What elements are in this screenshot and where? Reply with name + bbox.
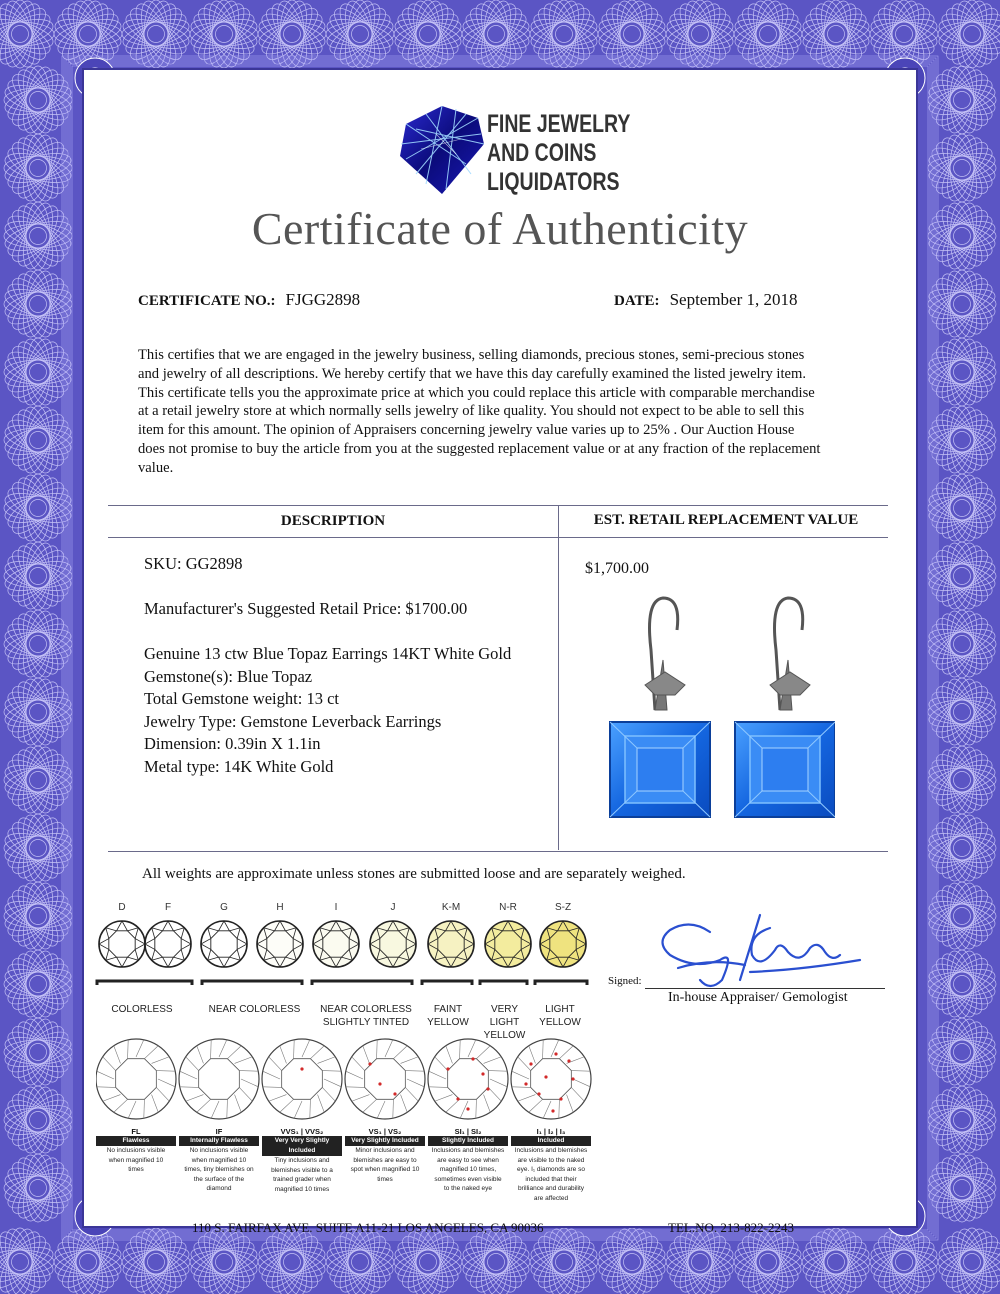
clarity-description-line: eye. I₁ diamonds are so	[517, 1166, 585, 1173]
detail-line: Metal type: 14K White Gold	[144, 756, 334, 776]
color-grade-category	[422, 1003, 474, 1029]
clarity-code: I₁ | I₂ | I₃	[536, 1127, 566, 1136]
clarity-description-line: are visible to the naked	[517, 1156, 585, 1164]
category-line-1: LIGHT	[545, 1004, 575, 1015]
signature-image	[650, 910, 870, 990]
footer-phone: TEL.NO. 213-822-2243	[668, 1220, 795, 1235]
clarity-code: VVS₁ | VVS₂	[280, 1127, 324, 1136]
clarity-grade-diamond	[96, 1039, 176, 1119]
signed-label: Signed:	[608, 975, 642, 987]
table-header-rule	[108, 537, 888, 538]
color-grade-letter: G	[220, 902, 228, 913]
clarity-description-line: sometimes even visible	[434, 1175, 502, 1183]
clarity-description-line: spot when magnified 10	[350, 1166, 420, 1173]
category-line-1: NEAR COLORLESS	[208, 1004, 301, 1015]
clarity-description	[179, 1146, 259, 1194]
category-line-1: VERY LIGHT	[489, 1004, 520, 1028]
color-grade-letter: N-R	[499, 902, 517, 913]
date-value: September 1, 2018	[669, 290, 798, 309]
clarity-grade-diamond	[511, 1039, 591, 1119]
clarity-name: Very Slightly Included	[345, 1136, 425, 1146]
category-line-1: COLORLESS	[111, 1004, 173, 1015]
clarity-grade-column	[96, 1127, 176, 1175]
category-line-2: SLIGHTLY TINTED	[322, 1017, 410, 1028]
clarity-code: VS₁ | VS₂	[368, 1127, 402, 1136]
clarity-description-line: Inclusions and blemishes	[514, 1147, 588, 1154]
color-grade-letter: S-Z	[554, 902, 572, 913]
logo-text	[487, 110, 630, 197]
color-grade-diamond	[201, 921, 247, 967]
clarity-grade-column	[428, 1127, 508, 1194]
color-grade-letter: F	[164, 902, 172, 913]
clarity-name: Internally Flawless	[179, 1136, 259, 1146]
table-top-rule	[108, 505, 888, 506]
clarity-description-line: No inclusions visible	[189, 1147, 249, 1154]
appraiser-title: In-house Appraiser/ Gemologist	[668, 990, 848, 1005]
intro-line: item for this amount. The opinion of Appraisers concerning jewelry value varies up to 25% . Our Auction House	[138, 422, 795, 439]
clarity-description-line: to the naked eye	[443, 1185, 493, 1192]
clarity-description-line: blemishes visible to a	[271, 1166, 333, 1174]
detail-line: Jewelry Type: Gemstone Leverback Earrings	[144, 711, 442, 731]
color-grade-category	[197, 1003, 312, 1016]
intro-line: This certificate tells you the approximate price at which you could replace this article with comparable merchandise	[138, 384, 815, 401]
color-grade-diamonds	[92, 918, 592, 970]
clarity-grade-diamond	[428, 1039, 508, 1119]
clarity-grade-table	[96, 1127, 596, 1217]
table-bottom-rule	[108, 851, 888, 852]
clarity-description-line: times, tiny blemishes on	[184, 1166, 254, 1173]
detail-line: Total Gemstone weight: 13 ct	[144, 689, 339, 708]
sku: SKU: GG2898	[144, 554, 243, 573]
msrp: Manufacturer's Suggested Retail Price: $1700.00	[144, 599, 468, 618]
clarity-grade-column	[262, 1127, 342, 1194]
clarity-code: SI₁ | SI₂	[454, 1127, 482, 1136]
clarity-description-line: magnified 10 times,	[439, 1166, 497, 1173]
certificate-number-value: FJGG2898	[285, 290, 361, 309]
clarity-description-line: magnified 10 times	[274, 1185, 330, 1193]
clarity-description-line: are affected	[533, 1194, 569, 1202]
weights-note: All weights are approximate unless stones are submitted loose and are separately weighed.	[142, 866, 686, 882]
clarity-description	[96, 1146, 176, 1175]
clarity-name: Slightly Included	[428, 1136, 508, 1146]
clarity-grade-diamond	[179, 1039, 259, 1119]
clarity-name: Flawless	[96, 1136, 176, 1146]
intro-line: at a retail jewelry store at which normally sells jewelry of like quality. You should not expect to be able to sell this	[138, 403, 805, 420]
clarity-description-line: times	[128, 1166, 144, 1173]
logo-line-3: LIQUIDATORS	[487, 168, 620, 196]
color-grade-category	[92, 1003, 192, 1016]
replacement-value: $1,700.00	[585, 560, 649, 577]
color-grade-letter: I	[334, 902, 338, 913]
category-line-1: FAINT	[433, 1004, 463, 1015]
color-grade-letter: J	[390, 902, 396, 913]
color-grade-letter: H	[276, 902, 284, 913]
gem-logo-icon	[396, 104, 488, 196]
value-header: EST. RETAIL REPLACEMENT VALUE	[593, 512, 859, 528]
color-grade-diamond	[485, 921, 531, 967]
color-grade-brackets	[92, 975, 592, 995]
item-details	[144, 643, 511, 778]
clarity-code: FL	[131, 1127, 141, 1136]
color-grade-categories	[92, 1003, 592, 1041]
clarity-grade-diamond	[345, 1039, 425, 1119]
clarity-name: Very Very Slightly Included	[262, 1136, 342, 1156]
color-grade-diamond	[428, 921, 474, 967]
footer-address: 110 S. FAIRFAX AVE. SUITE A11-21 LOS ANGELES, CA 90036	[192, 1220, 544, 1235]
clarity-description-line: trained grader when	[273, 1176, 331, 1183]
color-grade-diamond	[540, 921, 586, 967]
certification-paragraph	[138, 346, 878, 478]
detail-line: Genuine 13 ctw Blue Topaz Earrings 14KT White Gold	[144, 644, 512, 663]
clarity-description	[511, 1146, 591, 1203]
clarity-description	[428, 1146, 508, 1194]
clarity-description-line: No inclusions visible	[106, 1147, 166, 1154]
clarity-description-line: diamond	[206, 1185, 232, 1192]
color-grade-category	[310, 1003, 422, 1029]
color-grade-category	[532, 1003, 588, 1029]
intro-line: This certifies that we are engaged in the jewelry business, selling diamonds, precious stones, semi-precious stones	[138, 347, 805, 363]
clarity-description-line: blemishes are easy to	[353, 1156, 417, 1164]
category-line-2: YELLOW	[539, 1017, 581, 1028]
clarity-description-line: Tiny inclusions and	[274, 1157, 330, 1164]
color-grade-letter: D	[118, 902, 126, 913]
clarity-description-line: when magnified 10	[191, 1156, 247, 1164]
date-label: DATE:	[614, 293, 660, 309]
color-grade-diamond	[257, 921, 303, 967]
certificate-date	[614, 290, 798, 310]
color-grade-letters	[95, 902, 595, 916]
category-line-1: NEAR COLORLESS	[320, 1004, 412, 1015]
earrings-image	[605, 590, 835, 825]
clarity-name: Included	[511, 1136, 591, 1146]
clarity-description	[345, 1146, 425, 1184]
clarity-grade-column	[179, 1127, 259, 1194]
clarity-grade-diamonds	[96, 1035, 596, 1125]
clarity-description-line: Minor inclusions and	[355, 1147, 415, 1154]
clarity-description-line: brilliance and durability	[517, 1185, 585, 1192]
category-line-2: YELLOW	[427, 1017, 469, 1028]
clarity-code: IF	[215, 1127, 223, 1136]
clarity-description-line: the surface of the	[193, 1175, 245, 1183]
description-header: DESCRIPTION	[280, 513, 386, 529]
certificate-number	[138, 290, 360, 310]
certificate-number-label: CERTIFICATE NO.:	[138, 293, 276, 309]
intro-line: and jewelry of all descriptions. We hereby certify that we have this day carefully examined the listed jewelry item.	[138, 365, 807, 382]
logo-line-1: FINE JEWELRY	[487, 110, 631, 138]
color-grade-diamond	[99, 921, 145, 967]
color-grade-diamond	[145, 921, 191, 967]
clarity-grade-diamond	[262, 1039, 342, 1119]
signature-line	[645, 988, 885, 989]
detail-line: Gemstone(s): Blue Topaz	[144, 666, 313, 686]
clarity-description	[262, 1156, 342, 1194]
clarity-grade-column	[345, 1127, 425, 1184]
table-column-divider	[558, 505, 559, 850]
color-grade-diamond	[313, 921, 359, 967]
clarity-description-line: when magnified 10	[108, 1156, 164, 1164]
intro-line: does not promise to buy the article from you at the suggested replacement value or at any fraction of the replacement	[138, 440, 821, 457]
category-line-2: YELLOW	[483, 1030, 526, 1041]
clarity-description-line: times	[377, 1175, 393, 1183]
clarity-description-line: included that their	[525, 1175, 577, 1183]
clarity-description-line: are easy to see when	[437, 1156, 499, 1164]
logo-line-2: AND COINS	[487, 139, 597, 167]
color-grade-diamond	[370, 921, 416, 967]
intro-line: value.	[138, 459, 174, 476]
clarity-description-line: Inclusions and blemishes	[431, 1147, 505, 1154]
color-grade-letter: K-M	[441, 902, 461, 913]
clarity-grade-column	[511, 1127, 591, 1203]
page-title: Certificate of Authenticity	[251, 203, 749, 254]
detail-line: Dimension: 0.39in X 1.1in	[144, 734, 321, 753]
